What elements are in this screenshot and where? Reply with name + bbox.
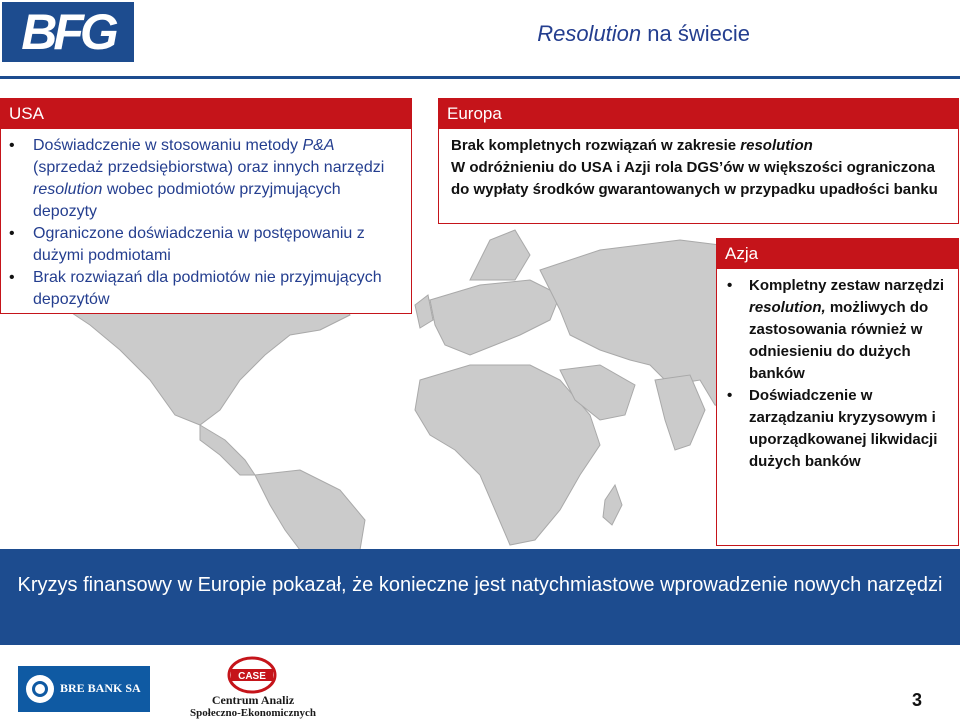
usa-box-body	[1, 129, 411, 311]
usa-item-1-text-3: (sprzedaż przedsiębiorstwa) oraz innych narzędzi	[33, 159, 385, 176]
usa-item-1-text-4: resolution	[33, 181, 103, 198]
usa-item-1-text-2: P&A	[302, 137, 335, 154]
page-title-rest: na świecie	[641, 21, 750, 46]
europe-paragraph-1-text-2: resolution	[740, 137, 813, 154]
usa-box-header: USA	[1, 99, 411, 129]
asia-item-1-text-2: resolution,	[749, 299, 826, 316]
europe-box	[438, 98, 959, 224]
case-logo-line2: Społeczno-Ekonomicznych	[190, 707, 316, 719]
usa-item-2	[33, 223, 403, 267]
bre-bank-logo-text: BRE BANK SA	[60, 681, 141, 695]
asia-item-1-text-1: Kompletny zestaw narzędzi	[749, 277, 945, 294]
usa-box	[0, 98, 412, 314]
bre-bank-emblem-icon	[26, 675, 54, 703]
case-emblem-icon	[227, 656, 277, 694]
europe-box-header: Europa	[439, 99, 958, 129]
conclusion-text: Kryzys finansowy w Europie pokazał, że konieczne jest natychmiastowe wprowadzenie nowych narzędzi	[17, 574, 943, 596]
header-divider	[0, 76, 960, 79]
usa-item-1-text-5: wobec podmiotów przyjmujących depozyty	[33, 181, 341, 220]
bfg-logo-text: BFG	[21, 4, 115, 60]
asia-box	[716, 238, 959, 546]
usa-item-3	[33, 267, 403, 311]
case-logo-line1: Centrum Analiz	[211, 693, 295, 707]
usa-item-3-text: Brak rozwiązań dla podmiotów nie przyjmujących depozytów	[33, 269, 382, 308]
asia-box-header: Azja	[717, 239, 958, 269]
case-emblem-text: CASE	[238, 671, 266, 682]
usa-item-1-text-1: Doświadczenie w stosowaniu metody	[33, 137, 303, 154]
asia-list	[749, 275, 952, 473]
page-title-italic: Resolution	[537, 21, 642, 46]
conclusion-banner	[0, 549, 960, 645]
asia-item-2	[749, 385, 952, 473]
asia-item-2-text: Doświadczenie w zarządzaniu kryzysowym i uporządkowanej likwidacji dużych banków	[749, 387, 938, 470]
asia-box-body	[717, 269, 958, 473]
usa-list	[33, 135, 403, 311]
usa-item-2-text: Ograniczone doświadczenia w postępowaniu z dużymi podmiotami	[33, 225, 365, 264]
usa-item-1	[33, 135, 403, 223]
asia-item-1	[749, 275, 952, 385]
bre-bank-logo	[18, 666, 150, 712]
asia-item-1-text-3: możliwych do zastosowania również w odniesieniu do dużych banków	[749, 299, 929, 382]
bfg-logo	[2, 2, 134, 62]
europe-paragraph-1	[451, 135, 950, 157]
page-title	[300, 20, 750, 48]
case-logo	[183, 655, 323, 721]
europe-paragraph-1-text-1: Brak kompletnych rozwiązań w zakresie	[451, 137, 741, 154]
europe-paragraph-2: W odróżnieniu do USA i Azji rola DGS’ów w większości ograniczona do wypłaty środków gwarantowanych w przypadku upadłości banku	[451, 159, 938, 198]
europe-box-body	[439, 129, 958, 201]
page-number: 3	[911, 690, 922, 710]
